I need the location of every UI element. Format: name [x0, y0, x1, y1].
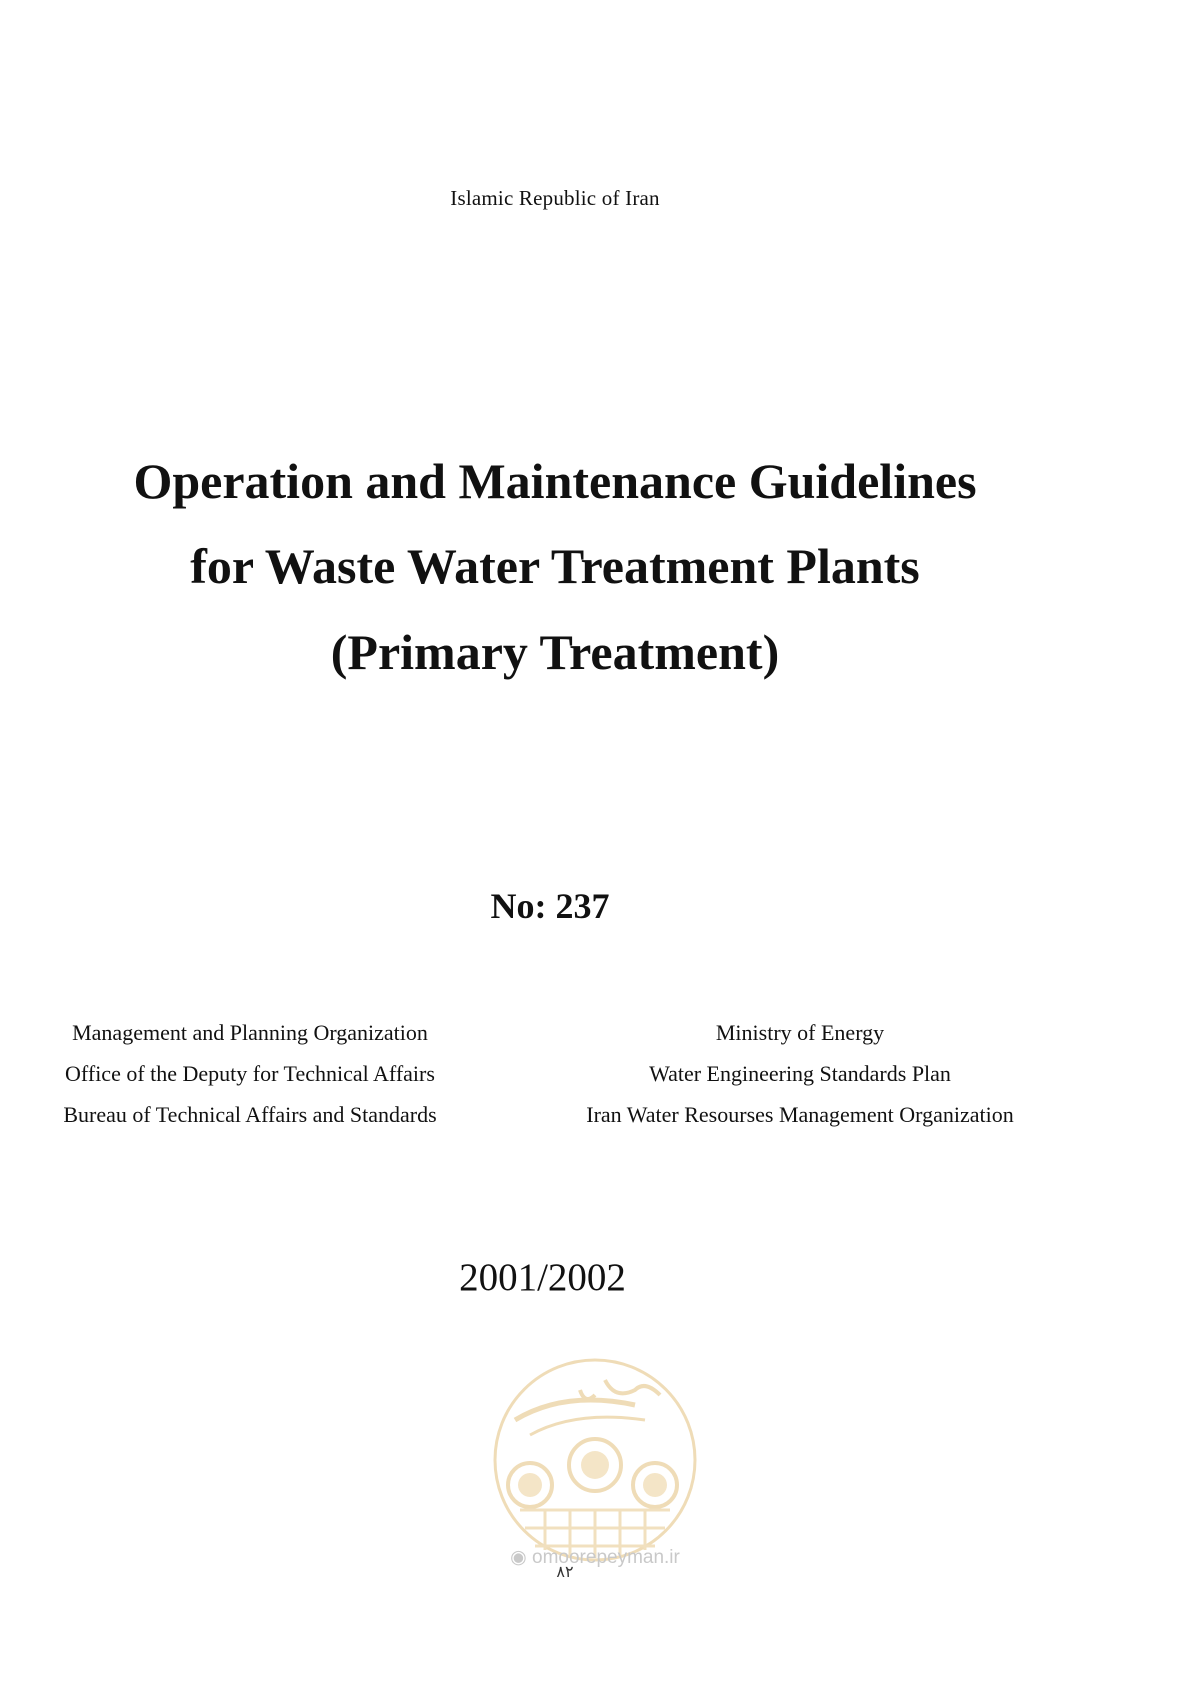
title-line-3: (Primary Treatment)	[330, 624, 780, 680]
org-right-line-3: Iran Water Resourses Management Organization	[586, 1102, 1014, 1127]
org-right-line-1: Ministry of Energy	[715, 1020, 885, 1045]
org-left-line-3: Bureau of Technical Affairs and Standards	[63, 1102, 437, 1127]
globe-icon: ◉	[510, 1547, 527, 1568]
watermark-url	[495, 1546, 695, 1569]
org-left-line-1: Management and Planning Organization	[72, 1020, 428, 1045]
org-right-line-2: Water Engineering Standards Plan	[649, 1061, 951, 1086]
org-left-line-2: Office of the Deputy for Technical Affairs	[65, 1061, 435, 1086]
title-line-1: Operation and Maintenance Guidelines	[133, 453, 977, 509]
country-heading: Islamic Republic of Iran	[450, 186, 660, 210]
document-number: No: 237	[490, 886, 610, 926]
title-line-2: for Waste Water Treatment Plants	[190, 538, 920, 594]
watermark-url-text: omoorepeyman.ir	[532, 1547, 680, 1568]
right-organizations	[540, 1012, 1060, 1135]
left-organizations	[30, 1012, 470, 1135]
page-number: ۸۲	[556, 1564, 574, 1581]
publication-year: 2001/2002	[459, 1256, 626, 1299]
